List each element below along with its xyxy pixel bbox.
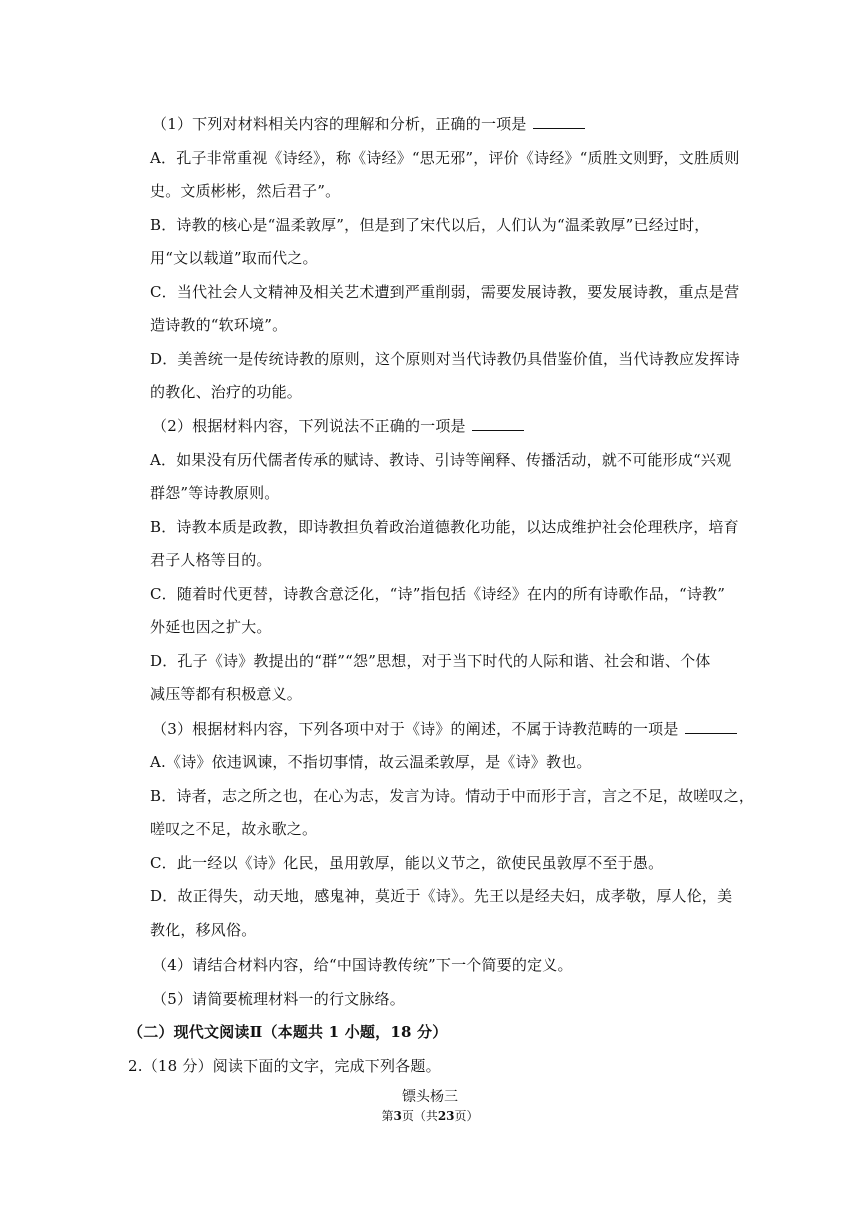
q3-option-b-line1: B．诗者，志之所之也，在心为志，发言为诗。情动于中而形于言，言之不足，故嗟叹之，	[150, 787, 755, 805]
section-title: （二）现代文阅读Ⅱ（本题共 1 小题，18 分）	[128, 1023, 448, 1041]
question2-stem: 2.（18 分）阅读下面的文字，完成下列各题。	[128, 1057, 441, 1075]
footer-page-prefix: 第	[381, 1109, 394, 1123]
q3-option-a-line1: A.《诗》依违讽谏，不指切事情，故云温柔敦厚，是《诗》教也。	[150, 753, 592, 771]
footer-current-page: 3	[393, 1109, 402, 1123]
q2-option-d-line1: D．孔子《诗》教提出的“群”“怨”思想，对于当下时代的人际和谐、社会和谐、个体	[150, 652, 711, 670]
q1-option-c-line1: C．当代社会人文精神及相关艺术遭到严重削弱，需要发展诗教，要发展诗教，重点是营	[150, 283, 740, 301]
q3-stem-line	[152, 719, 737, 739]
q2-option-b-line1: B．诗教本质是政教，即诗教担负着政治道德教化功能，以达成维护社会伦理秩序，培育	[150, 518, 739, 536]
q2-stem: （2）根据材料内容，下列说法不正确的一项是	[152, 417, 466, 435]
q2-option-d-line2: 减压等都有积极意义。	[150, 685, 303, 703]
q2-stem-line	[152, 416, 524, 436]
q3-answer-blank	[685, 719, 737, 734]
q1-stem-line	[152, 114, 585, 134]
q5-stem: （5）请简要梳理材料一的行文脉络。	[152, 990, 405, 1008]
q2-option-a-line1: A．如果没有历代儒者传承的赋诗、教诗、引诗等阐释、传播活动，就不可能形成“兴观	[150, 451, 732, 469]
q1-option-d-line1: D．美善统一是传统诗教的原则，这个原则对当代诗教仍具借鉴价值，当代诗教应发挥诗	[150, 350, 740, 368]
q1-option-c-line2: 造诗教的“软环境”。	[150, 316, 288, 334]
q3-option-d-line1: D．故正得失，动天地，感鬼神，莫近于《诗》。先王以是经夫妇，成孝敬，厚人伦，美	[150, 887, 733, 905]
q2-option-c-line1: C．随着时代更替，诗教含意泛化，“诗”指包括《诗经》在内的所有诗歌作品，“诗教”	[150, 585, 726, 603]
footer-page-mid: 页（共	[401, 1109, 438, 1123]
q3-stem: （3）根据材料内容，下列各项中对于《诗》的阐述，不属于诗教范畴的一项是	[152, 720, 679, 738]
q2-option-a-line2: 群怨”等诗教原则。	[150, 484, 280, 502]
q2-option-c-line2: 外延也因之扩大。	[150, 618, 272, 636]
q4-stem: （4）请结合材料内容，给“中国诗教传统”下一个简要的定义。	[152, 956, 573, 974]
q3-option-b-line2: 嗟叹之不足，故永歌之。	[150, 820, 318, 838]
footer-total-pages: 23	[437, 1109, 455, 1123]
q2-answer-blank	[472, 416, 524, 431]
q1-option-d-line2: 的教化、治疗的功能。	[150, 383, 303, 401]
q3-option-c-line1: C．此一经以《诗》化民，虽用敦厚，能以义节之，欲使民虽敦厚不至于愚。	[150, 854, 664, 872]
q1-option-a-line2: 史。文质彬彬，然后君子”。	[150, 182, 341, 200]
q1-stem: （1）下列对材料相关内容的理解和分析，正确的一项是	[152, 115, 527, 133]
q2-option-b-line2: 君子人格等目的。	[150, 551, 272, 569]
q1-option-b-line2: 用“文以载道”取而代之。	[150, 249, 318, 267]
footer-author: 镖头杨三	[402, 1089, 458, 1105]
footer-page-suffix: 页）	[454, 1109, 479, 1123]
q1-option-b-line1: B．诗教的核心是“温柔敦厚”，但是到了宋代以后，人们认为“温柔敦厚”已经过时，	[150, 216, 710, 234]
footer-page-number	[0, 1108, 860, 1124]
q1-option-a-line1: A．孔子非常重视《诗经》，称《诗经》“思无邪”，评价《诗经》“质胜文则野，文胜质则	[150, 149, 740, 167]
q1-answer-blank	[533, 114, 585, 129]
q3-option-d-line2: 教化，移风俗。	[150, 921, 257, 939]
